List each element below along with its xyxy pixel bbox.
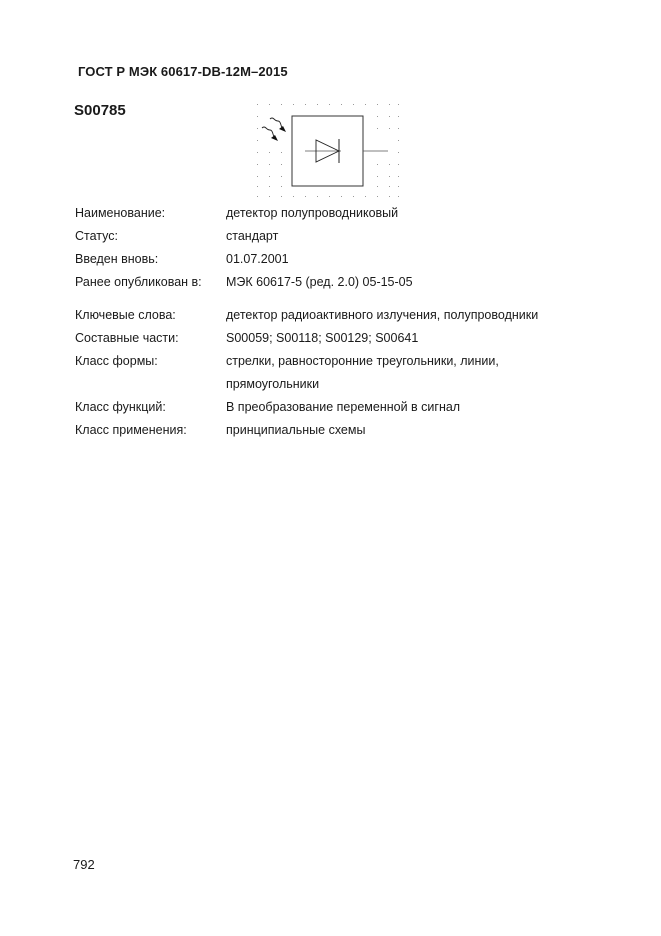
property-value: B преобразование переменной в сигнал [226,400,461,414]
symbol-code: S00785 [74,102,126,119]
property-value: 01.07.2001 [226,252,289,266]
property-value: детектор полупроводниковый [226,206,399,220]
page-number: 792 [73,857,95,872]
property-label: Наименование: [75,206,166,220]
property-label: Класс функций: [75,400,166,414]
property-label: Класс формы: [75,354,158,368]
property-label: Ключевые слова: [75,308,176,322]
property-label: Ранее опубликован в: [75,275,202,289]
property-label: Введен вновь: [75,252,159,266]
property-value: прямоугольники [226,377,320,391]
property-value: МЭК 60617-5 (ред. 2.0) 05-15-05 [226,275,413,289]
property-label: Статус: [75,229,118,243]
property-value: стандарт [226,229,279,243]
property-value: S00059; S00118; S00129; S00641 [226,331,419,345]
property-label: Класс применения: [75,423,187,437]
semiconductor-detector-symbol-icon [250,98,410,204]
property-value: принципиальные схемы [226,423,366,437]
grid-dots [257,104,399,197]
property-label: Составные части: [75,331,179,345]
document-header: ГОСТ Р МЭК 60617-DB-12M–2015 [78,64,288,79]
property-value: стрелки, равносторонние треугольники, линии, [226,354,499,368]
property-value: детектор радиоактивного излучения, полупроводники [226,308,539,322]
